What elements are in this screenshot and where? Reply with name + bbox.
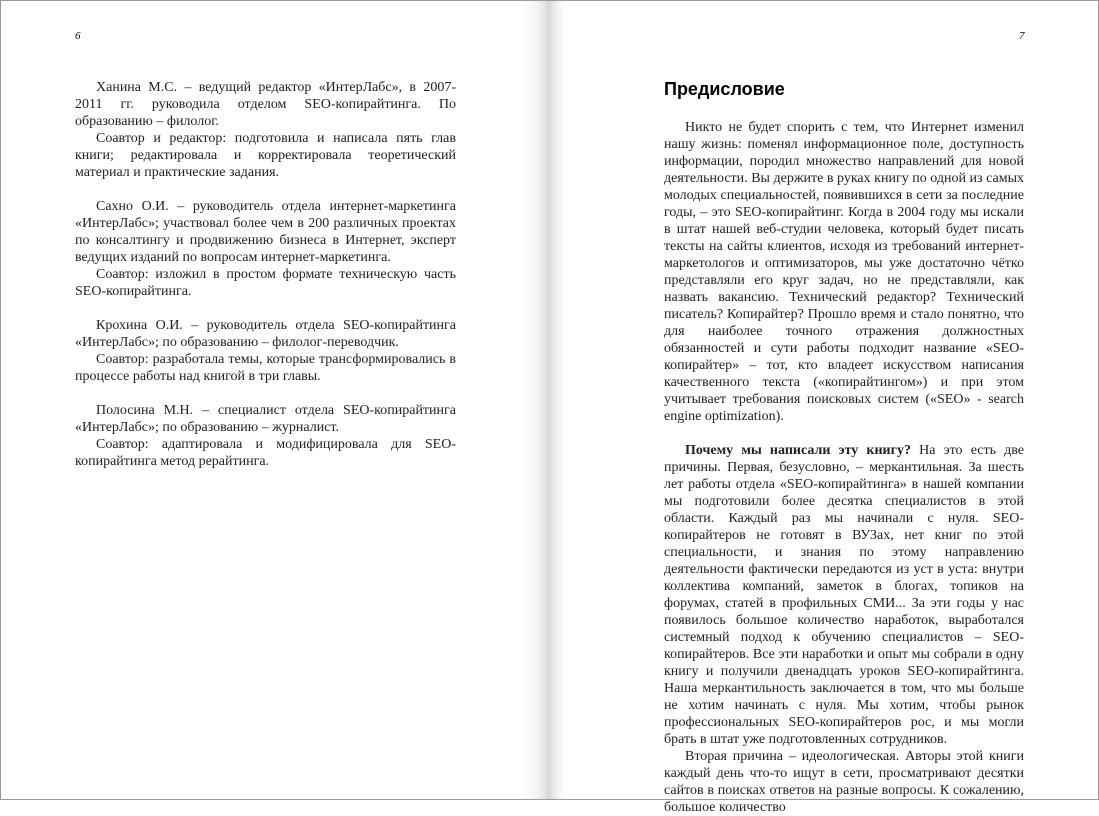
author-3-bio: Крохина О.И. – руководитель отдела SEO-копирайтинга «ИнтерЛабс»; по образованию – филолог-переводчик. <box>75 318 456 350</box>
preface-paragraph-1: Никто не будет спорить с тем, что Интернет изменил нашу жизнь: поменял информационное поле, доступность информации, породил множество направлений для новой деятельности. Вы держите в руках книгу по одной из самых молодых специальностей, появившихся в сети за последние годы, – это SEO-копирайтинг. Когда в 2004 году мы искали в штат нашей веб-студии человека, который будет писать тексты на сайты клиентов, исходя из требований интернет-маркетологов и оптимизаторов, мы уже достаточно чётко представляли его круг задач, но не представляли, как назвать вакансию. Технический редактор? Технический писатель? Копирайтер? Прошло время и стало понятно, что для наиболее точного отражения должностных обязанностей и сути работы подходит название «SEO-копирайтер» – тот, кто владеет искусством написания качественного текста («копирайтингом») и при этом учитывает требования поисковых систем («SEO» - search engine optimization). <box>664 120 1024 424</box>
preface-paragraph-3: Вторая причина – идеологическая. Авторы этой книги каждый день что-то ищут в сети, просматривают десятки сайтов в поисках ответов на разные вопросы. К сожалению, большое количество <box>664 749 1024 815</box>
gutter-shadow <box>520 1 550 799</box>
preface-body <box>664 119 1024 816</box>
author-2-role: Соавтор: изложил в простом формате техническую часть SEO-копирайтинга. <box>75 267 456 299</box>
spacer <box>75 181 456 198</box>
author-4-role: Соавтор: адаптировала и модифицировала для SEO-копирайтинга метод рерайтинга. <box>75 437 456 469</box>
authors-list <box>75 79 456 470</box>
author-1-role: Соавтор и редактор: подготовила и написала пять глав книги; редактировала и корректировала теоретический материал и практические задания. <box>75 131 456 180</box>
left-page <box>1 1 550 799</box>
spacer <box>664 425 1024 442</box>
right-page <box>550 1 1098 815</box>
paragraph-lead-question: Почему мы написали эту книгу? <box>685 443 911 458</box>
author-1-bio: Ханина М.С. – ведущий редактор «ИнтерЛабс», в 2007-2011 гг. руководила отделом SEO-копирайтинга. По образованию – филолог. <box>75 80 456 129</box>
author-2-bio: Сахно О.И. – руководитель отдела интернет-маркетинга «ИнтерЛабс»; участвовал более чем в 200 различных проектах по консалтингу и продвижению бизнеса в Интернет, эксперт ведущих изданий по вопросам интернет-маркетинга. <box>75 199 456 265</box>
gutter-shadow <box>550 1 566 799</box>
author-4-bio: Полосина М.Н. – специалист отдела SEO-копирайтинга «ИнтерЛабс»; по образованию – журналист. <box>75 403 456 435</box>
paragraph-2-text: На это есть две причины. Первая, безусловно, – меркантильная. За шесть лет работы отдела «SEO-копирайтинга» в нашей компании мы подготовили более десятка специалистов в этой области. Каждый раз мы начинали с нуля. SEO-копирайтеров не готовят в ВУЗах, нет книг по этой специальности, и знания по этому направлению деятельности фактически передаются из уст в уста: внутри коллектива компаний, заметок в блогах, топиков на форумах, статей в профильных СМИ... За эти годы у нас появилось большое количество наработок, выработался системный подход к обучению специалистов – SEO-копирайтеров. Все эти наработки и опыт мы собрали в одну книгу и получили двенадцать уроков SEO-копирайтинга. Наша меркантильность заключается в том, что мы больше не хотим начинать с нуля. Мы хотим, чтобы рынок профессиональных SEO-копирайтеров рос, и мы могли брать в штат уже подготовленных сотрудников. <box>664 443 1024 747</box>
author-3-role: Соавтор: разработала темы, которые трансформировались в процессе работы над книгой в три главы. <box>75 352 456 384</box>
page-number-left: 6 <box>75 30 81 42</box>
chapter-heading: Предисловие <box>664 79 785 99</box>
page-number-right: 7 <box>1019 30 1025 42</box>
spacer <box>75 300 456 317</box>
preface-paragraph-2 <box>664 442 1024 748</box>
spacer <box>75 385 456 402</box>
